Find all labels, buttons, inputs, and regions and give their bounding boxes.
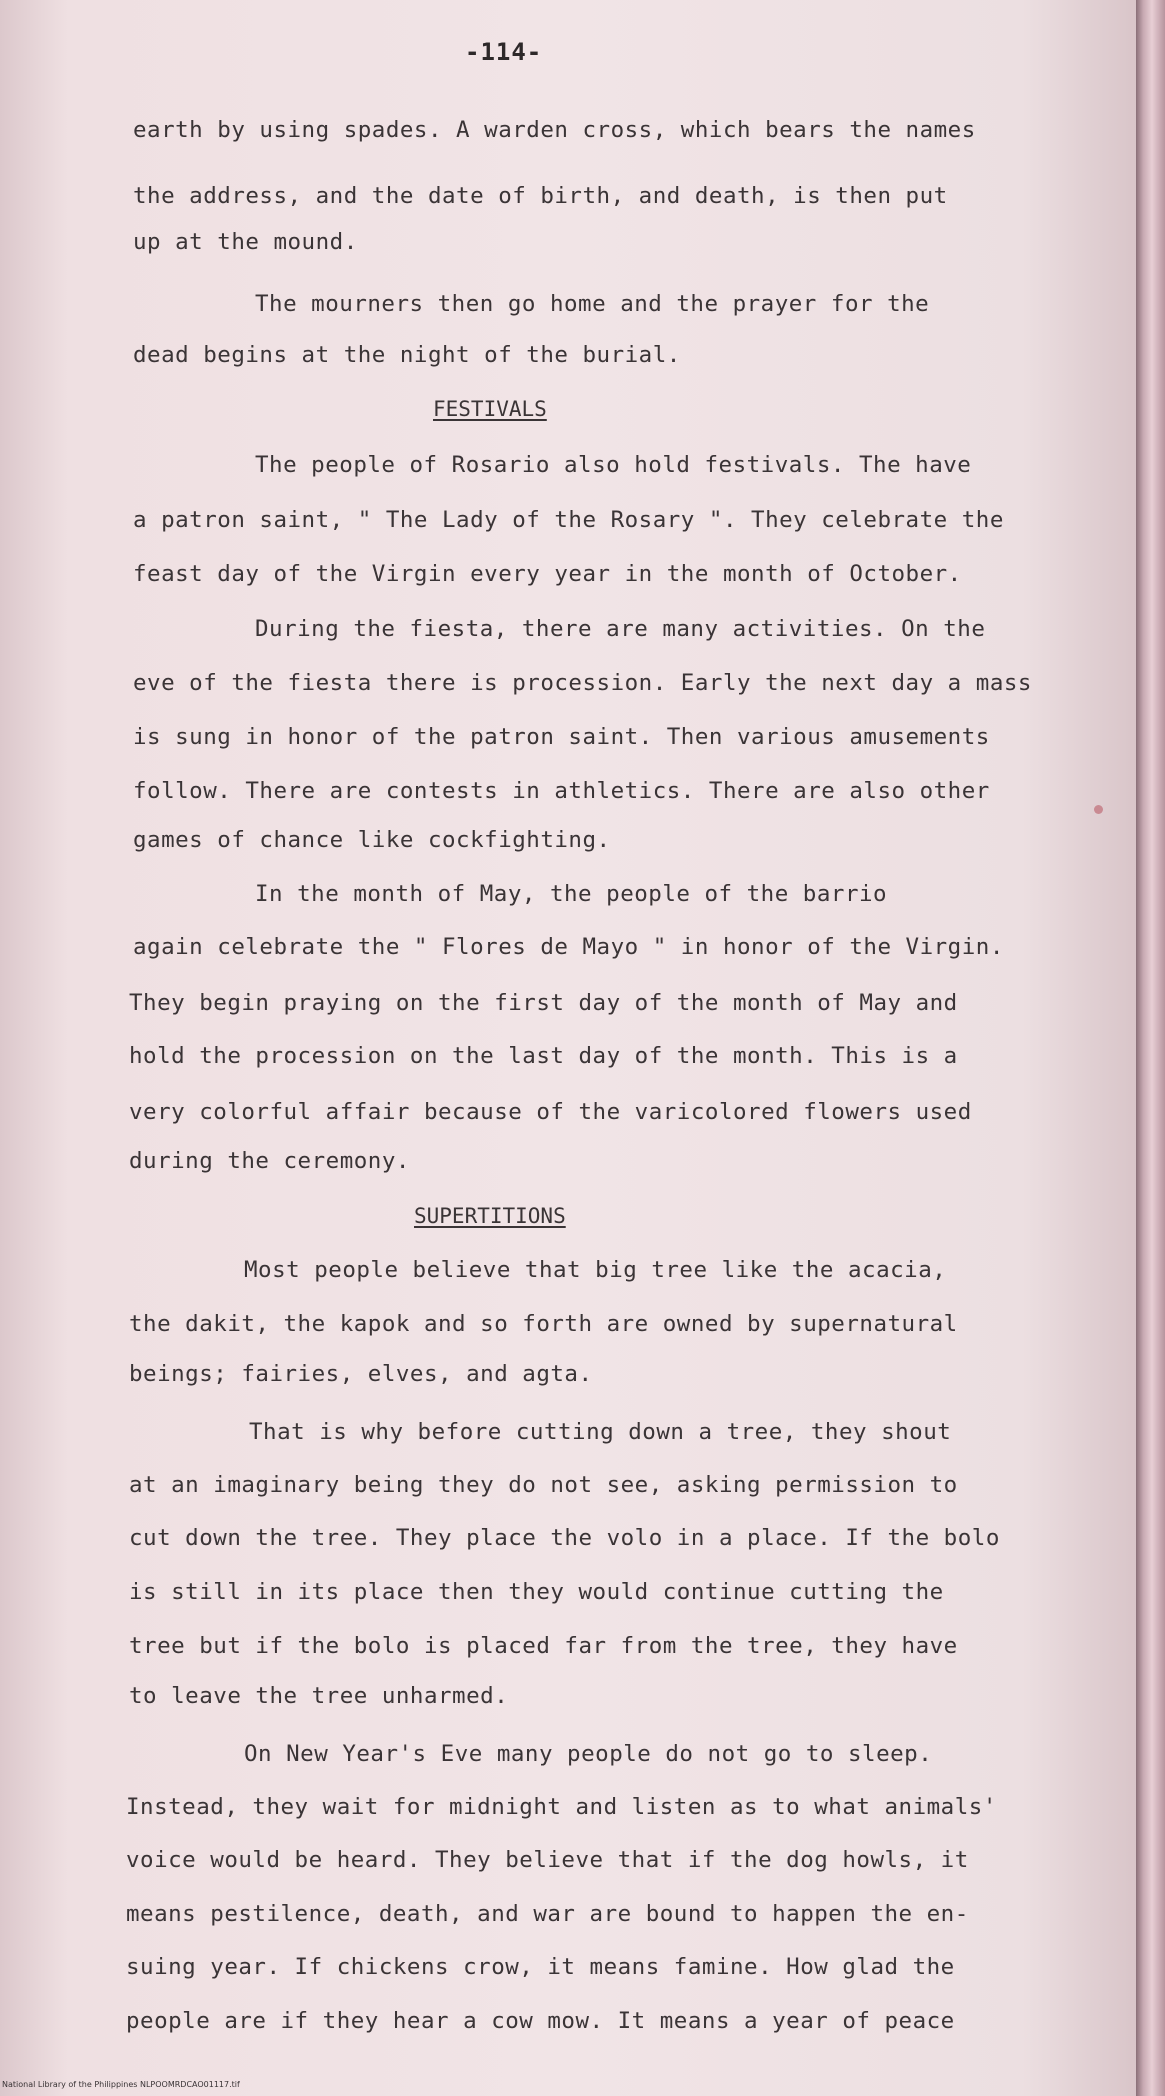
text-line: people are if they hear a cow mow. It means a year of peace <box>126 2008 955 2034</box>
text-line: They begin praying on the first day of the month of May and <box>129 990 958 1016</box>
text-line: beings; fairies, elves, and agta. <box>129 1361 593 1387</box>
text-line: Most people believe that big tree like the acacia, <box>244 1257 947 1283</box>
text-line: follow. There are contests in athletics. There are also other <box>133 778 990 804</box>
scan-footer: National Library of the Philippines NLPOOMRDCAO01117.tif <box>2 2080 240 2089</box>
text-line: very colorful affair because of the varicolored flowers used <box>129 1099 972 1125</box>
text-line: the address, and the date of birth, and death, is then put <box>133 183 948 209</box>
text-line: On New Year's Eve many people do not go to sleep. <box>244 1741 933 1767</box>
section-heading-festivals: FESTIVALS <box>433 397 547 421</box>
text-line: during the ceremony. <box>129 1148 410 1174</box>
text-line: feast day of the Virgin every year in the month of October. <box>133 561 962 587</box>
text-line: earth by using spades. A warden cross, which bears the names <box>133 117 976 143</box>
text-line: to leave the tree unharmed. <box>129 1683 509 1709</box>
text-line: The mourners then go home and the prayer for the <box>255 291 930 317</box>
text-line: Instead, they wait for midnight and listen as to what animals' <box>126 1794 997 1820</box>
text-line: suing year. If chickens crow, it means famine. How glad the <box>126 1954 955 1980</box>
text-line: hold the procession on the last day of the month. This is a <box>129 1043 958 1069</box>
text-line: dead begins at the night of the burial. <box>133 342 681 368</box>
text-line: In the month of May, the people of the barrio <box>255 881 888 907</box>
text-line: the dakit, the kapok and so forth are owned by supernatural <box>129 1311 958 1337</box>
text-line: The people of Rosario also hold festivals. The have <box>255 452 972 478</box>
page-number: -114- <box>465 38 543 66</box>
text-line: is still in its place then they would continue cutting the <box>129 1579 944 1605</box>
text-line: up at the mound. <box>133 229 358 255</box>
text-line: again celebrate the " Flores de Mayo " in honor of the Virgin. <box>133 934 1004 960</box>
text-line: During the fiesta, there are many activities. On the <box>255 616 986 642</box>
text-line: is sung in honor of the patron saint. Then various amusements <box>133 724 990 750</box>
text-line: eve of the fiesta there is procession. Early the next day a mass <box>133 670 1032 696</box>
text-line: means pestilence, death, and war are bound to happen the en- <box>126 1901 969 1927</box>
text-line: tree but if the bolo is placed far from the tree, they have <box>129 1633 958 1659</box>
text-line: cut down the tree. They place the volo in a place. If the bolo <box>129 1525 1000 1551</box>
text-line: voice would be heard. They believe that if the dog howls, it <box>126 1847 969 1873</box>
text-line: at an imaginary being they do not see, asking permission to <box>129 1472 958 1498</box>
text-line: a patron saint, " The Lady of the Rosary ". They celebrate the <box>133 507 1004 533</box>
text-line: games of chance like cockfighting. <box>133 827 611 853</box>
section-heading-superstitions: SUPERTITIONS <box>414 1204 566 1228</box>
binding-edge <box>1136 0 1165 2096</box>
text-line: That is why before cutting down a tree, they shout <box>249 1419 952 1445</box>
paper-speck <box>1094 805 1103 814</box>
